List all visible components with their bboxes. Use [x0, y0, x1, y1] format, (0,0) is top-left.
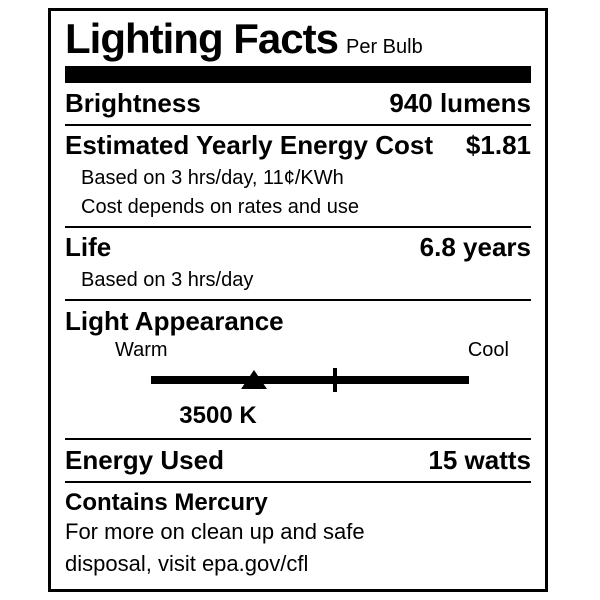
appearance-scale-min: Warm: [115, 339, 168, 362]
label-title-row: [65, 11, 531, 63]
energy-used-value: 15 watts: [428, 445, 531, 476]
energy-cost-note-basis: Based on 3 hrs/day, 11¢/KWh: [81, 167, 344, 190]
energy-used-row: [65, 440, 531, 481]
appearance-scale-marker-icon: [241, 370, 267, 389]
energy-cost-label: Estimated Yearly Energy Cost: [65, 130, 434, 161]
brightness-row: [65, 83, 531, 124]
energy-cost-value: $1.81: [465, 130, 531, 161]
appearance-scale-tick: [333, 368, 337, 392]
lighting-facts-label: [48, 8, 548, 592]
life-label: Life: [65, 232, 112, 263]
life-note: Based on 3 hrs/day: [81, 269, 254, 292]
energy-cost-note-rates: Cost depends on rates and use: [81, 196, 359, 219]
mercury-heading: Contains Mercury: [65, 489, 268, 517]
appearance-scale: [65, 366, 531, 400]
mercury-text-line1: For more on clean up and safe: [65, 519, 365, 545]
brightness-label: Brightness: [65, 88, 201, 119]
appearance-scale-max: Cool: [467, 339, 509, 362]
life-row: [65, 228, 531, 267]
life-value: 6.8 years: [419, 232, 531, 263]
appearance-scale-labels: [65, 339, 531, 364]
energy-used-label: Energy Used: [65, 445, 224, 476]
energy-cost-row: [65, 126, 531, 165]
brightness-value: 940 lumens: [389, 88, 531, 119]
appearance-kelvin-value: 3500 K: [179, 402, 257, 430]
page-title: Lighting Facts: [65, 15, 338, 62]
mercury-text-line2: disposal, visit epa.gov/cfl: [65, 551, 309, 577]
light-appearance-label: Light Appearance: [65, 306, 284, 337]
appearance-scale-bar: [151, 376, 469, 384]
title-black-bar: [65, 66, 531, 83]
page-title-suffix: Per Bulb: [346, 36, 423, 58]
